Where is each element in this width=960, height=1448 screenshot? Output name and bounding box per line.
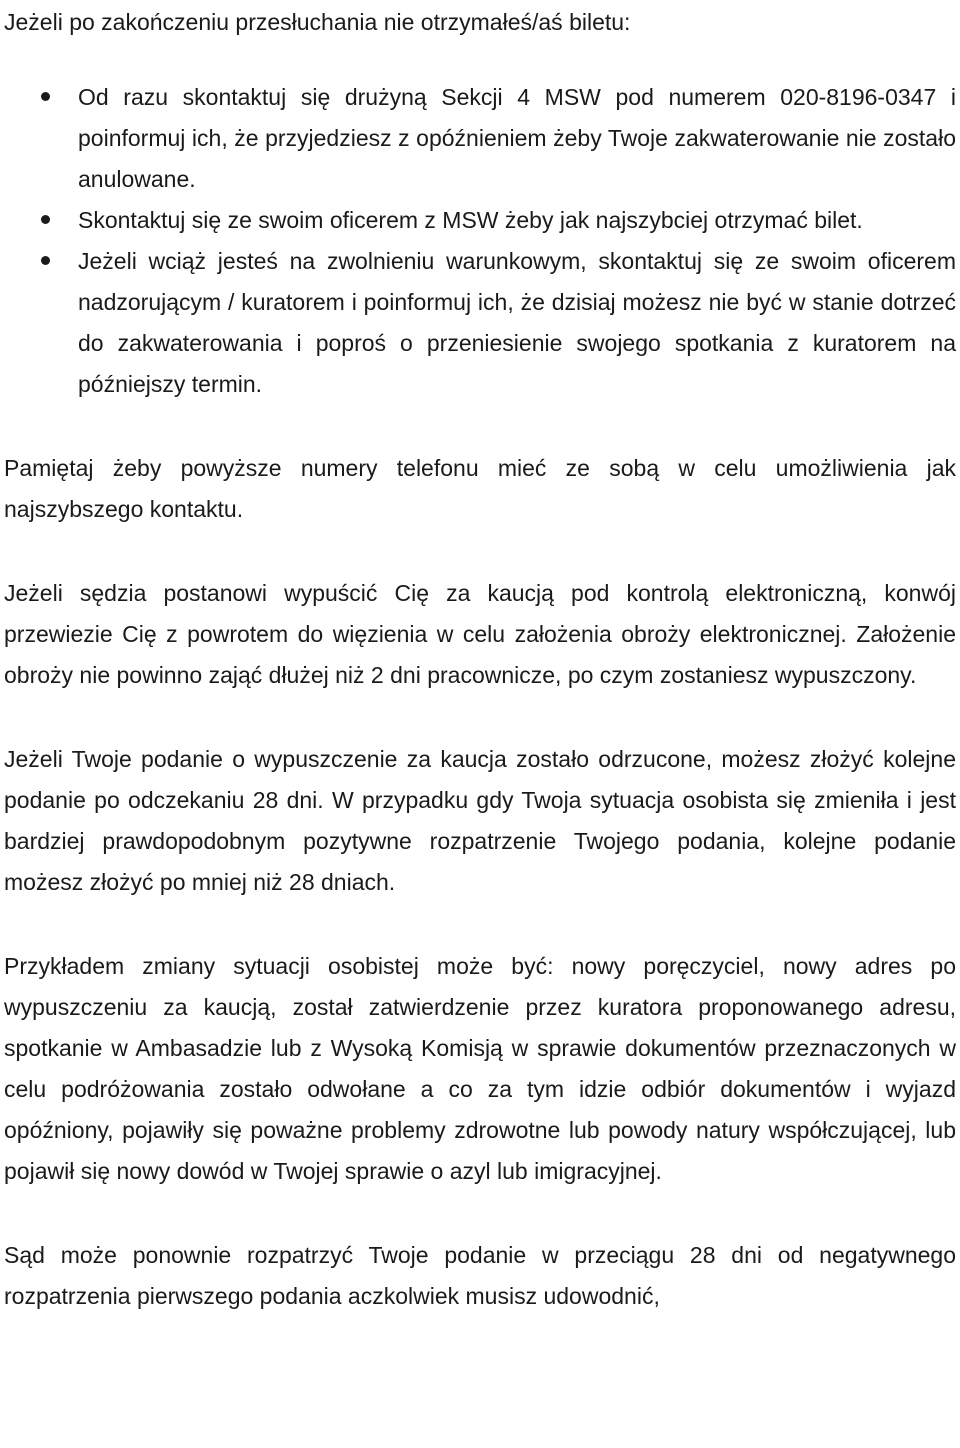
- bullet-dot-icon: [41, 215, 50, 224]
- bullet-item-contact-section4: [4, 77, 956, 200]
- paragraph-reconsideration: Sąd może ponownie rozpatrzyć Twoje podanie w przeciągu 28 dni od negatywnego rozpatrzenia pierwszego podania aczkolwiek musisz udowodnić,: [4, 1242, 956, 1309]
- paragraph-phone-reminder: Pamiętaj żeby powyższe numery telefonu mieć ze sobą w celu umożliwienia jak najszybszego kontaktu.: [4, 455, 956, 522]
- bullet-list: [4, 77, 956, 405]
- section-heading: Jeżeli po zakończeniu przesłuchania nie otrzymałeś/aś biletu:: [4, 9, 631, 35]
- bullet-text: Od razu skontaktuj się drużyną Sekcji 4 MSW pod numerem 020-8196-0347 i poinformuj ich, że przyjedziesz z opóźnieniem żeby Twoje zakwaterowanie nie zostało anulowane.: [78, 84, 956, 192]
- bullet-dot-icon: [41, 256, 50, 265]
- bullet-text: Jeżeli wciąż jesteś na zwolnieniu warunkowym, skontaktuj się ze swoim oficerem nadzorującym / kuratorem i poinformuj ich, że dzisiaj możesz nie być w stanie dotrzeć do zakwaterowania i poproś o przeniesienie swojego spotkania z kuratorem na późniejszy termin.: [78, 248, 956, 397]
- bullet-dot-icon: [41, 92, 50, 101]
- bullet-item-contact-officer: [4, 200, 956, 241]
- paragraph-change-examples: Przykładem zmiany sytuacji osobistej może być: nowy poręczyciel, nowy adres po wypuszczeniu za kaucją, został zatwierdzenie przez kuratora proponowanego adresu, spotkanie w Ambasadzie lub z Wysoką Komisją w sprawie dokumentów przeznaczonych w celu podróżowania zostało odwołane a co za tym idzie odbiór dokumentów i wyjazd opóźniony, pojawiły się poważne problemy zdrowotne lub powody natury współczującej, lub pojawił się nowy dowód w Twojej sprawie o azyl lub imigracyjnej.: [4, 953, 956, 1184]
- paragraph-electronic-tag: Jeżeli sędzia postanowi wypuścić Cię za kaucją pod kontrolą elektroniczną, konwój przewiezie Cię z powrotem do więzienia w celu założenia obroży elektronicznej. Założenie obroży nie powinno zająć dłużej niż 2 dni pracownicze, po czym zostaniesz wypuszczony.: [4, 580, 956, 688]
- bullet-text: Skontaktuj się ze swoim oficerem z MSW żeby jak najszybciej otrzymać bilet.: [78, 207, 863, 233]
- paragraph-bail-refused: Jeżeli Twoje podanie o wypuszczenie za kaucja zostało odrzucone, możesz złożyć kolejne podanie po odczekaniu 28 dni. W przypadku gdy Twoja sytuacja osobista się zmieniła i jest bardziej prawdopodobnym pozytywne rozpatrzenie Twojego podania, kolejne podanie możesz złożyć po mniej niż 28 dniach.: [4, 746, 956, 895]
- bullet-item-parole: [4, 241, 956, 405]
- document-page: [4, 0, 956, 1317]
